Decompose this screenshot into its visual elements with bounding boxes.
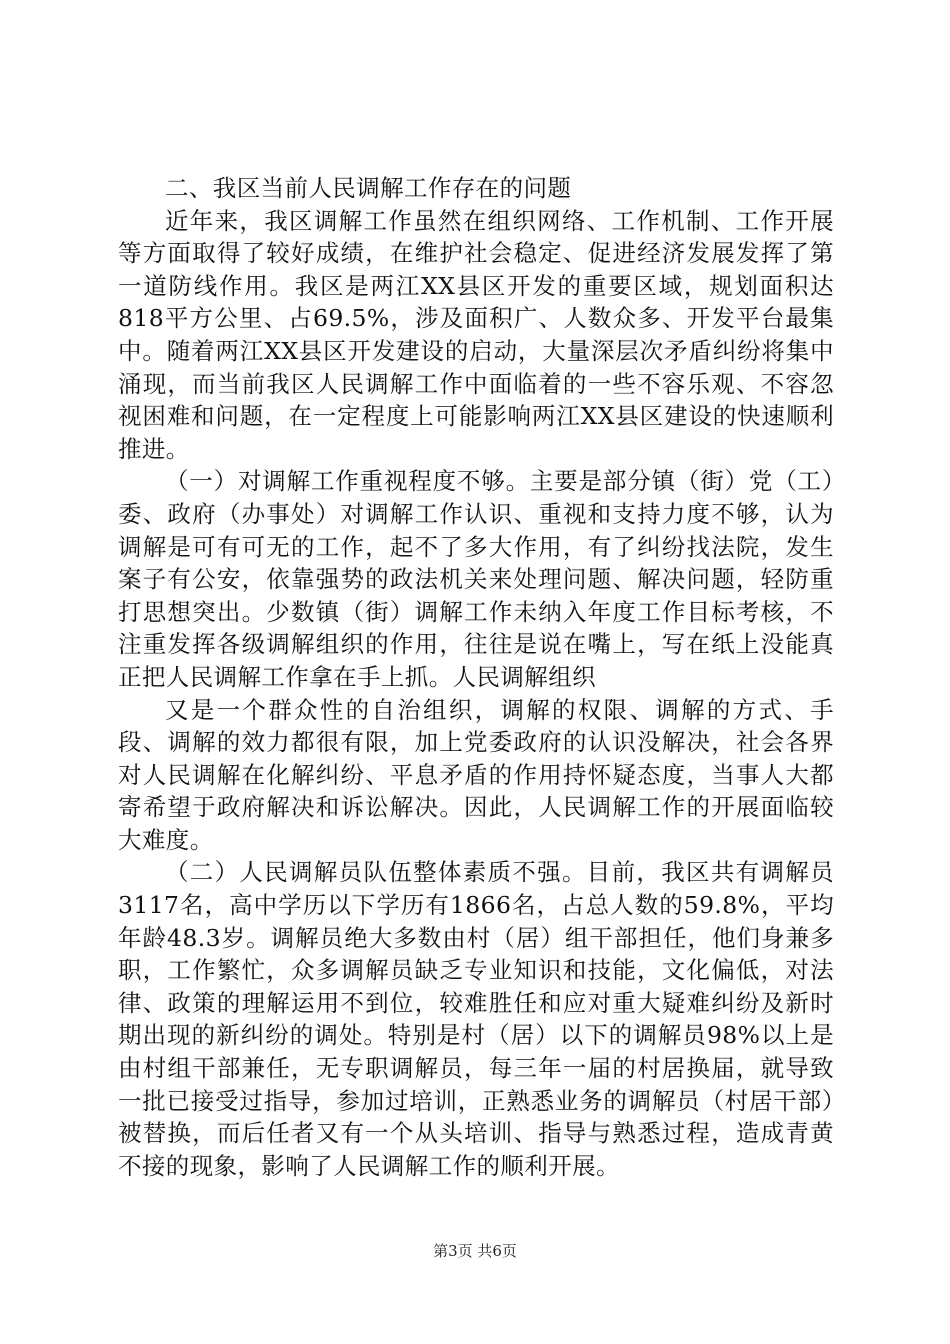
- document-body: [118, 172, 834, 1182]
- paragraph-issue-one-continued: 又是一个群众性的自治组织，调解的权限、调解的方式、手段、调解的效力都很有限，加上党委政府的认识没解决，社会各界对人民调解在化解纠纷、平息矛盾的作用持怀疑态度，当事人大都寄希望于政府解决和诉讼解决。因此，人民调解工作的开展面临较大难度。: [118, 695, 834, 854]
- paragraph-issue-one: （一）对调解工作重视程度不够。主要是部分镇（街）党（工）委、政府（办事处）对调解工作认识、重视和支持力度不够，认为调解是可有可无的工作，起不了多大作用，有了纠纷找法院，发生案子有公安，依靠强势的政法机关来处理问题、解决问题，轻防重打思想突出。少数镇（街）调解工作未纳入年度工作目标考核，不注重发挥各级调解组织的作用，往往是说在嘴上，写在纸上没能真正把人民调解工作拿在手上抓。人民调解组织: [118, 467, 834, 691]
- paragraph-intro: 近年来，我区调解工作虽然在组织网络、工作机制、工作开展等方面取得了较好成绩，在维护社会稳定、促进经济发展发挥了第一道防线作用。我区是两江XX县区开发的重要区域，规划面积达818平方公里、占69.5%，涉及面积广、人数众多、开发平台最集中。随着两江XX县区开发建设的启动，大量深层次矛盾纠纷将集中涌现，而当前我区人民调解工作中面临着的一些不容乐观、不容忽视困难和问题，在一定程度上可能影响两江XX县区建设的快速顺利推进。: [118, 206, 834, 463]
- section-heading: 二、我区当前人民调解工作存在的问题: [165, 174, 572, 202]
- page-number-footer: 第3页 共6页: [433, 1242, 517, 1260]
- paragraph-issue-two: （二）人民调解员队伍整体素质不强。目前，我区共有调解员3117名，高中学历以下学历有1866名，占总人数的59.8%，平均年龄48.3岁。调解员绝大多数由村（居）组干部担任，他们身兼多职，工作繁忙，众多调解员缺乏专业知识和技能，文化偏低，对法律、政策的理解运用不到位，较难胜任和应对重大疑难纠纷及新时期出现的新纠纷的调处。特别是村（居）以下的调解员98%以上是由村组干部兼任，无专职调解员，每三年一届的村居换届，就导致一批已接受过指导，参加过培训，正熟悉业务的调解员（村居干部）被替换，而后任者又有一个从头培训、指导与熟悉过程，造成青黄不接的现象，影响了人民调解工作的顺利开展。: [118, 858, 834, 1180]
